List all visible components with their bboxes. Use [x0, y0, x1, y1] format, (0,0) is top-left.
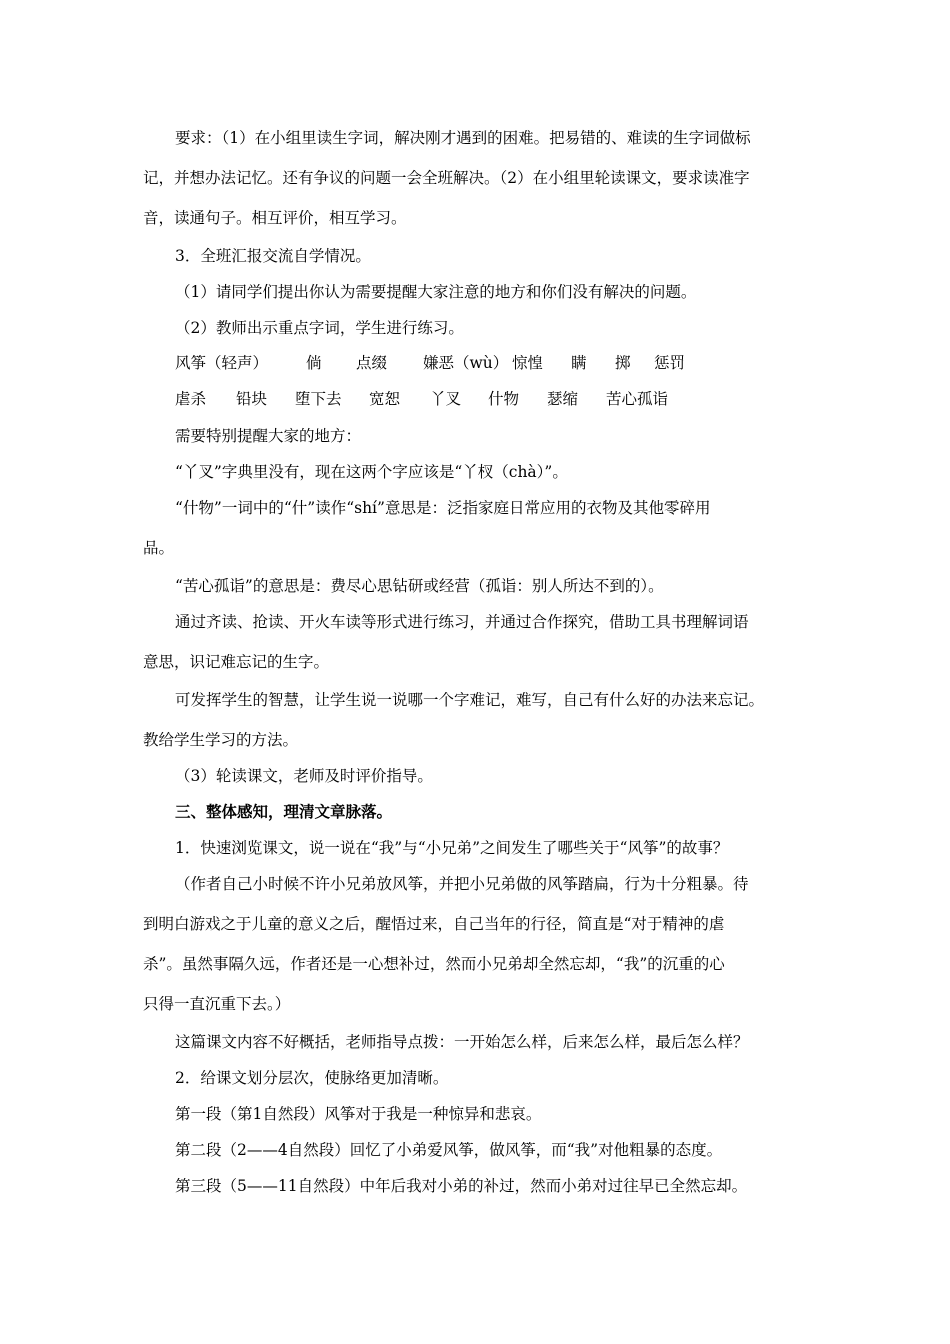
vocab-word: 铅块	[236, 390, 268, 408]
vocab-word: 堕下去	[295, 390, 342, 408]
vocab-word: 嫌恶（wù）	[423, 354, 509, 372]
wisdom-line-2: 教给学生学习的方法。	[143, 731, 299, 749]
vocab-word: 什物	[488, 390, 520, 408]
step-3-3-line: （3）轮读课文，老师及时评价指导。	[175, 767, 433, 785]
practice-line-2: 意思，识记难忘记的生字。	[143, 653, 330, 671]
reminder-2-line-1: “什物”一词中的“什”读作“shí”意思是：泛指家庭日常应用的衣物及其他零碎用	[175, 499, 711, 517]
wisdom-line-1: 可发挥学生的智慧，让学生说一说哪一个字难记，难写，自己有什么好的办法来忘记。	[175, 691, 765, 709]
reminder-1: “丫叉”字典里没有，现在这两个字应该是“丫杈（chà）”。	[175, 463, 568, 481]
vocab-word: 点缀	[356, 354, 388, 372]
vocab-word: 掷	[615, 354, 631, 372]
segment-2: 第二段（2——4自然段）回忆了小弟爱风筝，做风筝，而“我”对他粗暴的态度。	[175, 1141, 723, 1159]
segment-3: 第三段（5——11自然段）中年后我对小弟的补过，然而小弟对过往早已全然忘却。	[175, 1177, 748, 1195]
vocab-word: 瞒	[571, 354, 587, 372]
step-3-line: 3．全班汇报交流自学情况。	[175, 247, 371, 265]
requirement-line-1: 要求：（1）在小组里读生字词，解决刚才遇到的困难。把易错的、难读的生字词做标	[175, 129, 751, 147]
practice-line-1: 通过齐读、抢读、开火车读等形式进行练习，并通过合作探究，借助工具书理解词语	[175, 613, 749, 631]
guide-line: 这篇课文内容不好概括，老师指导点拨：一开始怎么样，后来怎么样，最后怎么样？	[175, 1033, 749, 1051]
question-2: 2．给课文划分层次，使脉络更加清晰。	[175, 1069, 449, 1087]
vocab-word: 宽恕	[369, 390, 401, 408]
requirement-line-3: 音，读通句子。相互评价，相互学习。	[143, 209, 407, 227]
segment-1: 第一段（第1自然段）风筝对于我是一种惊异和悲哀。	[175, 1105, 542, 1123]
answer-line-1: （作者自己小时候不许小兄弟放风筝，并把小兄弟做的风筝踏扁，行为十分粗暴。待	[175, 875, 749, 893]
section-heading: 三、整体感知，理清文章脉落。	[175, 802, 393, 821]
question-1: 1．快速浏览课文，说一说在“我”与“小兄弟”之间发生了哪些关于“风筝”的故事？	[175, 839, 729, 857]
step-3-1-line: （1）请同学们提出你认为需要提醒大家注意的地方和你们没有解决的问题。	[175, 283, 697, 301]
reminder-3: “苦心孤诣”的意思是：费尽心思钻研或经营（孤诣：别人所达不到的）。	[175, 577, 664, 595]
vocab-word: 瑟缩	[547, 390, 579, 408]
vocab-word: 惊惶	[512, 354, 544, 372]
vocab-word: 惩罚	[654, 354, 686, 372]
requirement-line-2: 记，并想办法记忆。还有争议的问题一会全班解决。（2）在小组里轮读课文，要求读准字	[143, 169, 750, 187]
answer-line-4: 只得一直沉重下去。）	[143, 995, 291, 1013]
vocab-word: 苦心孤诣	[606, 390, 669, 408]
step-3-2-line: （2）教师出示重点字词，学生进行练习。	[175, 319, 464, 337]
vocab-word: 风筝（轻声）	[175, 354, 269, 372]
vocab-word: 丫叉	[430, 390, 462, 408]
answer-line-3: 杀”。虽然事隔久远，作者还是一心想补过，然而小兄弟却全然忘却，“我”的沉重的心	[143, 955, 725, 973]
vocab-word: 虐杀	[175, 390, 207, 408]
answer-line-2: 到明白游戏之于儿童的意义之后，醒悟过来，自己当年的行径，简直是“对于精神的虐	[143, 915, 725, 933]
reminder-2-line-2: 品。	[143, 539, 175, 557]
reminder-title: 需要特别提醒大家的地方：	[175, 427, 362, 445]
vocab-word: 倘	[306, 354, 322, 372]
